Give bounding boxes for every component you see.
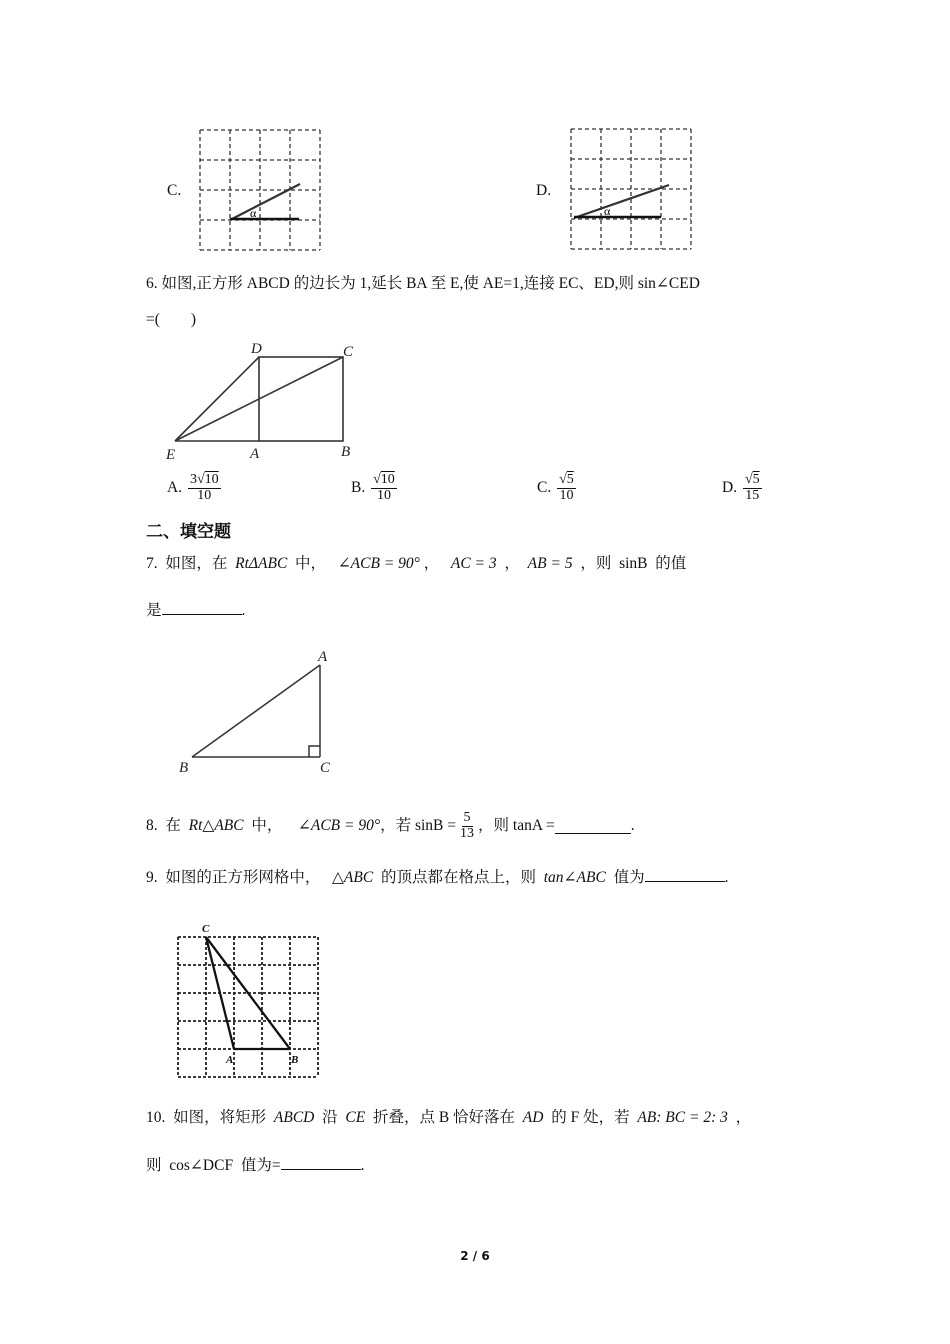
q6-figure — [160, 336, 370, 464]
q9-label-c: C — [202, 923, 210, 935]
q6-option-a-fraction: $\frac{3√10}{10}$ — [189, 472, 219, 503]
q8-stem: 8. 在 Rt△ABC 中， ∠ACB = 90° ，若 sinB = $\frac{5}{13}$ ，则 tanA = . — [146, 809, 635, 841]
q6-option-c-fraction: $\frac{√5}{10}$ — [559, 472, 574, 503]
q7-label-b: B — [179, 760, 189, 776]
q7-stem: 7. 如图，在 RtΔABC 中， ∠ACB = 90° ， AC = 3 ， AB = 5 ，则 sinB 的值 — [146, 555, 687, 572]
option-d-label: D. — [536, 182, 552, 199]
q7-stem-cont: 是 . — [146, 602, 246, 619]
q9-label-a: A — [226, 1054, 234, 1066]
q10-answer-blank[interactable] — [281, 1155, 361, 1170]
q6-stem: 6. 如图,正方形 ABCD 的边长为 1,延长 BA 至 E,使 AE=1,连接 EC、ED,则 sin∠CED — [146, 275, 700, 292]
q6-option-a: A. $\frac{3√10}{10}$ — [167, 472, 219, 503]
q9-stem: 9. 如图的正方形网格中， △ABC 的顶点都在格点上，则 tan∠ABC 值为 . — [146, 869, 729, 886]
q9-figure — [172, 918, 324, 1080]
q7-figure — [172, 645, 342, 777]
q6-label-e: E — [166, 447, 176, 463]
q7-answer-blank[interactable] — [162, 600, 242, 615]
alpha-label-c: α — [250, 206, 257, 220]
q7-label-c: C — [320, 760, 331, 776]
q6-label-b: B — [341, 444, 351, 460]
q6-option-d: D. $\frac{√5}{15}$ — [722, 472, 760, 503]
q9-answer-blank[interactable] — [645, 867, 725, 882]
q7-label-a: A — [318, 649, 328, 665]
q8-fraction: $\frac{5}{13}$ — [460, 809, 474, 841]
q8-answer-blank[interactable] — [555, 819, 631, 834]
q6-label-c: C — [343, 344, 354, 360]
q6-option-c: C. $\frac{√5}{10}$ — [537, 472, 574, 503]
q10-stem-cont: 则 cos∠DCF 值为= . — [146, 1157, 365, 1174]
q9-label-b: B — [291, 1054, 299, 1066]
page-number: 2 / 6 — [460, 1249, 490, 1263]
q6-label-a: A — [250, 446, 260, 462]
q10-stem: 10. 如图，将矩形 ABCD 沿 CE 折叠，点 B 恰好落在 AD 的 F 处，若 AB: BC = 2: 3 ， — [146, 1109, 752, 1126]
q6-option-b-fraction: $\frac{√10}{10}$ — [373, 472, 395, 503]
section-title: 二、填空题 — [146, 522, 231, 542]
q6-option-d-fraction: $\frac{√5}{15}$ — [744, 472, 760, 503]
option-c-label: C. — [167, 182, 182, 199]
q6-stem-cont: =( ) — [146, 311, 197, 328]
alpha-label-d: α — [604, 204, 611, 218]
grid-figure-d — [569, 127, 693, 251]
q6-label-d: D — [251, 341, 262, 357]
q6-option-b: B. $\frac{√10}{10}$ — [351, 472, 395, 503]
grid-figure-c — [198, 128, 322, 252]
